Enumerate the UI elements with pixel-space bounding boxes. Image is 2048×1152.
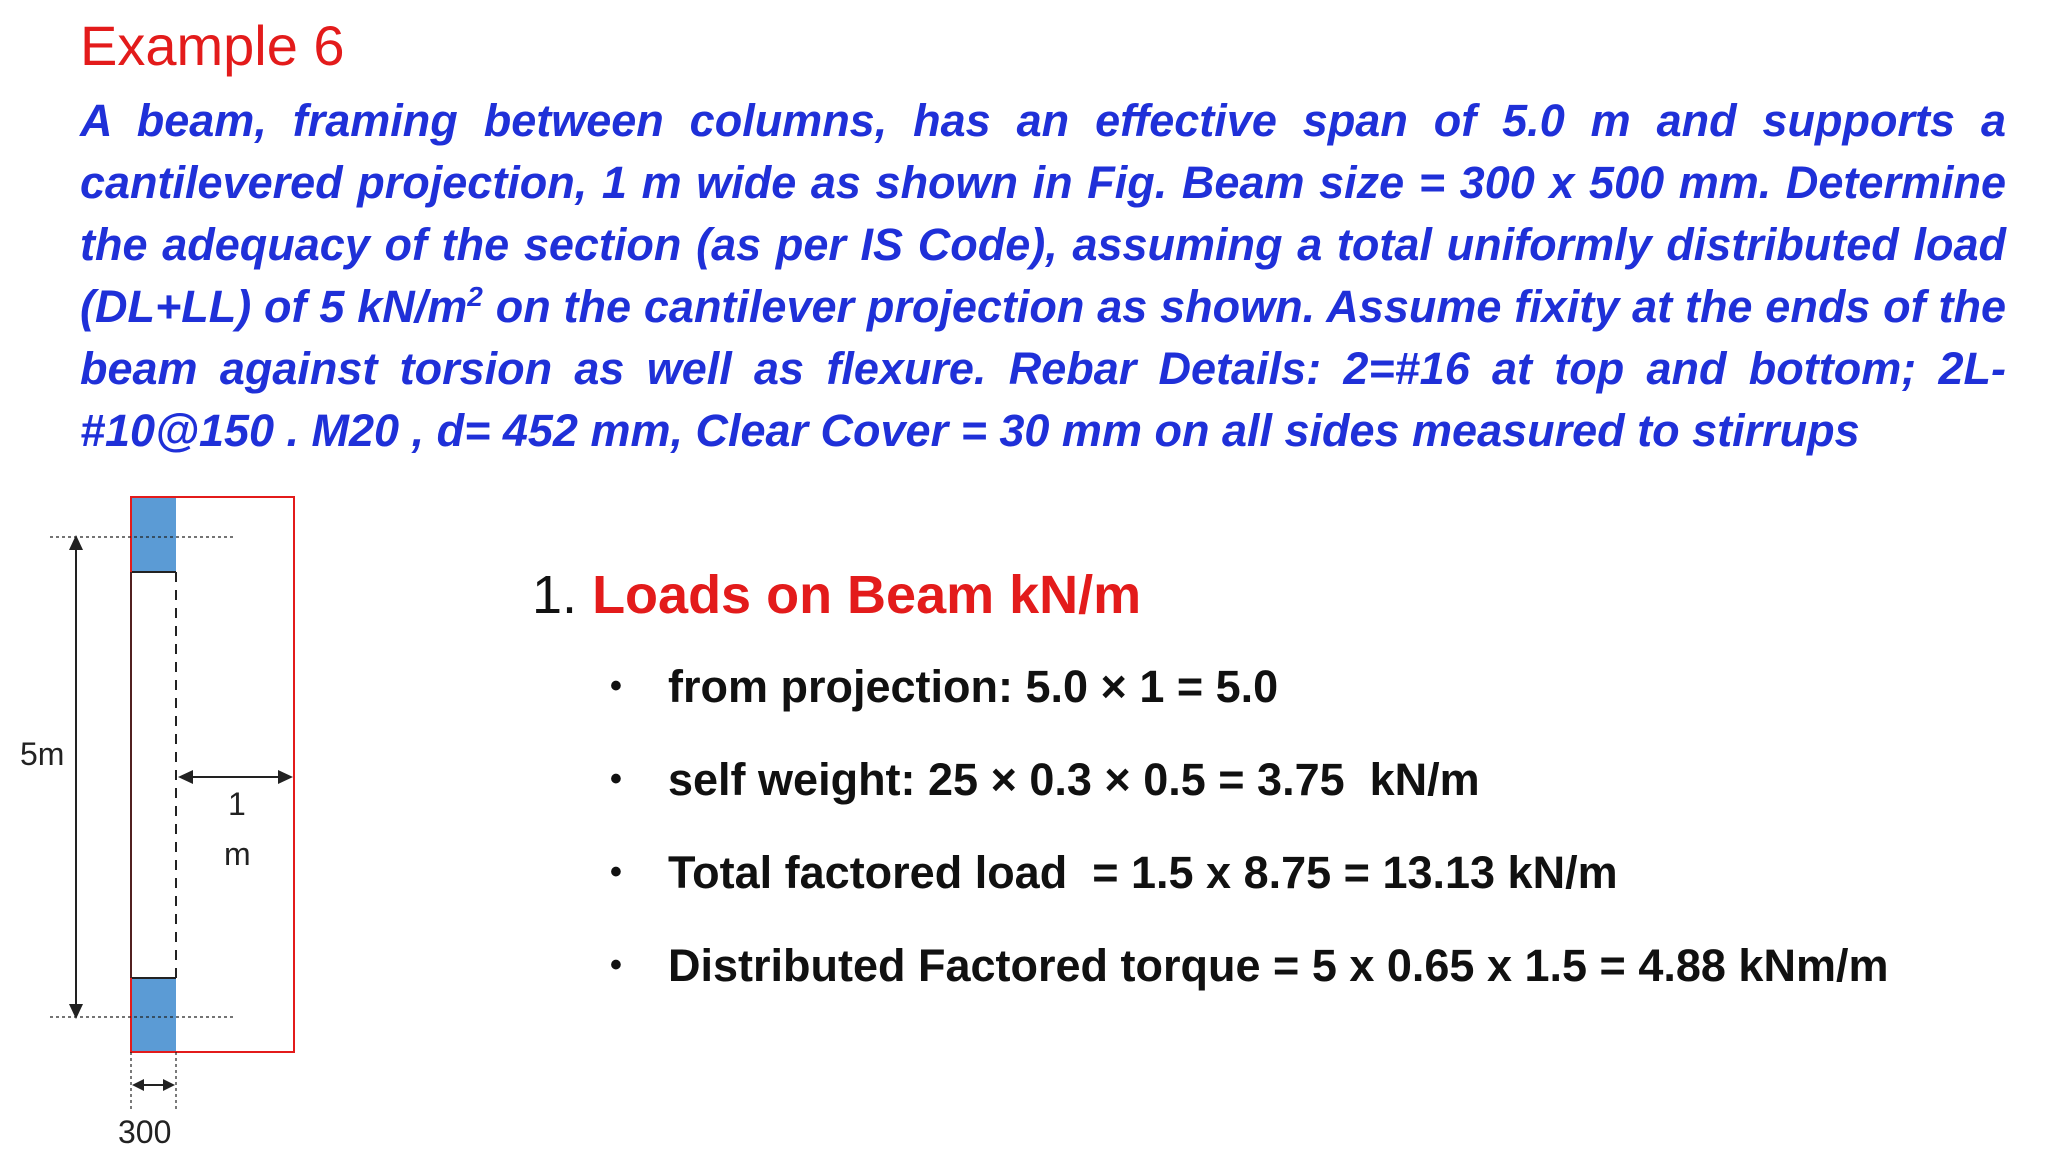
column-bottom	[132, 978, 176, 1051]
beam-width-label: 300	[118, 1114, 172, 1150]
load-item-text: Distributed Factored torque = 5 x 0.65 x 1.5 = 4.88 kNm/m	[668, 940, 1889, 991]
projection-width-label-number: 1	[228, 786, 246, 822]
section-number: 1.	[532, 565, 578, 625]
load-item-text: from projection: 5.0 × 1 = 5.0	[668, 661, 1279, 712]
bullet-icon: •	[610, 946, 622, 984]
problem-statement	[80, 90, 2006, 462]
bullet-icon: •	[610, 760, 622, 798]
list-item	[532, 640, 2012, 733]
width-arrow-right-icon	[278, 770, 293, 784]
bullet-icon: •	[610, 853, 622, 891]
problem-text-part2: on the cantilever projection as shown. Assume fixity at the ends of the beam against torsion as well as flexure. Rebar Details: 2=#16 at top and bottom; 2L-#10@150 . M20 , d= 452 mm, Clear Cover = 30 mm on all sides measured to stirrups	[80, 281, 2006, 456]
load-item-text: Total factored load = 1.5 x 8.75 = 13.13 kN/m	[668, 847, 1618, 898]
beam-plan-diagram	[0, 480, 320, 1152]
span-label: 5m	[20, 736, 65, 772]
list-item	[532, 919, 2012, 1012]
beam-plan-figure	[0, 480, 320, 1152]
column-top	[132, 498, 176, 572]
slide-title: Example 6	[80, 14, 345, 77]
projection-width-label-unit: m	[224, 836, 251, 872]
load-list	[532, 640, 2012, 1012]
section-heading-text: Loads on Beam kN/m	[592, 565, 1142, 625]
bullet-icon: •	[610, 667, 622, 705]
list-item	[532, 733, 2012, 826]
width-arrow-left-icon	[178, 770, 193, 784]
projection-outline	[131, 497, 294, 1052]
beam-width-arrow-right-icon	[163, 1079, 175, 1091]
load-item-text: self weight: 25 × 0.3 × 0.5 = 3.75 kN/m	[668, 754, 1480, 805]
loads-section	[532, 560, 2012, 1012]
beam-width-arrow-left-icon	[132, 1079, 144, 1091]
problem-text-part1: A beam, framing between columns, has an effective span of 5.0 m and supports a cantilevered projection, 1 m wide as shown in Fig. Beam size = 300 x 500 mm. Determine the adequacy of the section (as per IS Code), assuming a total uniformly distributed load (DL+LL) of 5 kN/m	[80, 95, 2006, 332]
section-heading	[532, 560, 2012, 630]
list-item	[532, 826, 2012, 919]
superscript-two: 2	[467, 281, 483, 312]
